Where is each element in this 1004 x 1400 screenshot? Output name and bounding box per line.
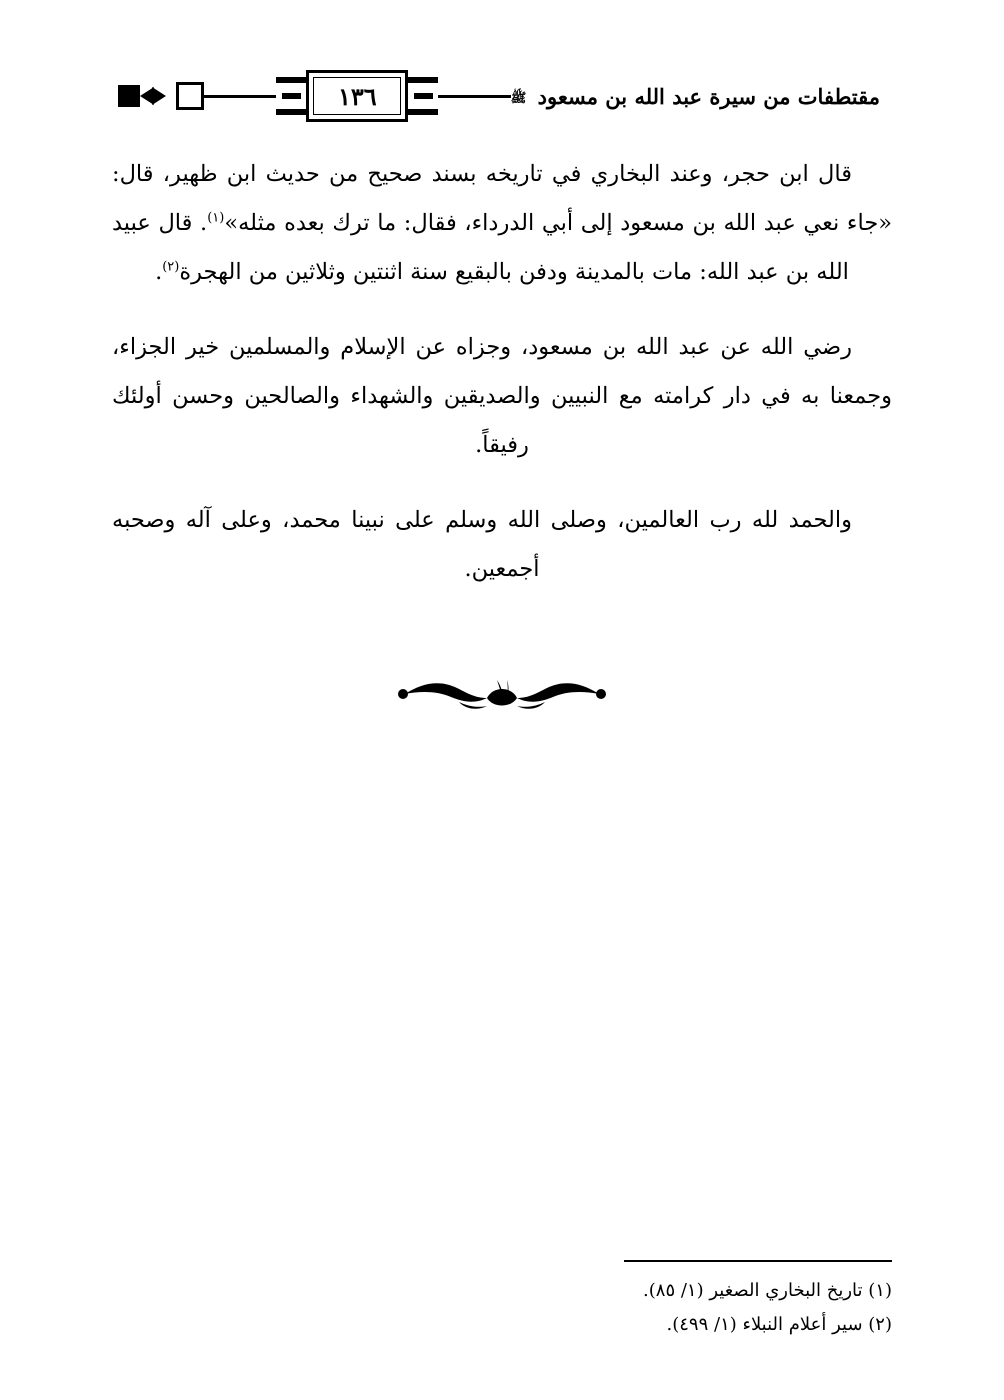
footnote-item-1: (١) تاريخ البخاري الصغير (١/ ٨٥). — [643, 1280, 892, 1301]
header-rule-right — [438, 95, 510, 98]
footnote-marker-2[interactable]: (٢) — [162, 259, 180, 275]
arrow-right-icon — [152, 87, 166, 105]
paragraph-3: والحمد لله رب العالمين، وصلى الله وسلم على نبينا محمد، وعلى آله وصحبه أجمعين. — [112, 507, 852, 582]
paragraph-1-part-3: . — [155, 259, 163, 285]
page-body — [112, 150, 892, 620]
page-number-cartouche — [276, 70, 438, 122]
paragraph-2: رضي الله عن عبد الله بن مسعود، وجزاه عن الإسلام والمسلمين خير الجزاء، وجمعنا به في دار كرامته مع النبيين والصديقين والشهداء والصالحين وحسن أولئك رفيقاً. — [112, 334, 892, 458]
paragraph-1-part-2: . قال عبيد الله بن عبد الله: مات بالمدينة ودفن بالبقيع سنة اثنتين وثلاثين من الهجرة — [112, 210, 849, 285]
page-number: ١٣٦ — [337, 81, 377, 111]
page-header — [118, 68, 886, 124]
solid-square-icon — [118, 85, 140, 107]
footnote-item-2: (٢) سير أعلام النبلاء (١/ ٤٩٩). — [666, 1314, 892, 1335]
arrow-left-icon — [140, 87, 154, 105]
footnote-separator — [624, 1260, 892, 1262]
header-end-ornament-right — [118, 85, 166, 107]
header-rule-container — [176, 68, 511, 124]
footnotes-section — [112, 1260, 892, 1342]
footnote-marker-1[interactable]: (١) — [207, 210, 225, 226]
page-number-box — [306, 70, 408, 122]
honorific-icon: ﷺ — [510, 90, 527, 106]
paragraph-1 — [112, 150, 892, 297]
header-title-text: مقتطفات من سيرة عبد الله بن مسعود — [537, 83, 880, 109]
header-end-ornament-left — [176, 82, 204, 110]
floral-divider-ornament — [0, 672, 1004, 732]
paragraph-1-part-1: قال ابن حجر، وعند البخاري في تاريخه بسند صحيح من حديث ابن ظهير، قال: «جاء نعي عبد الله بن مسعود إلى أبي الدرداء، فقال: ما ترك بعده مثله» — [112, 161, 892, 236]
cartouche-deco-right — [408, 77, 438, 115]
header-title — [511, 84, 886, 109]
hollow-square-icon — [176, 82, 204, 110]
header-rule-left — [204, 95, 276, 98]
cartouche-deco-left — [276, 77, 306, 115]
